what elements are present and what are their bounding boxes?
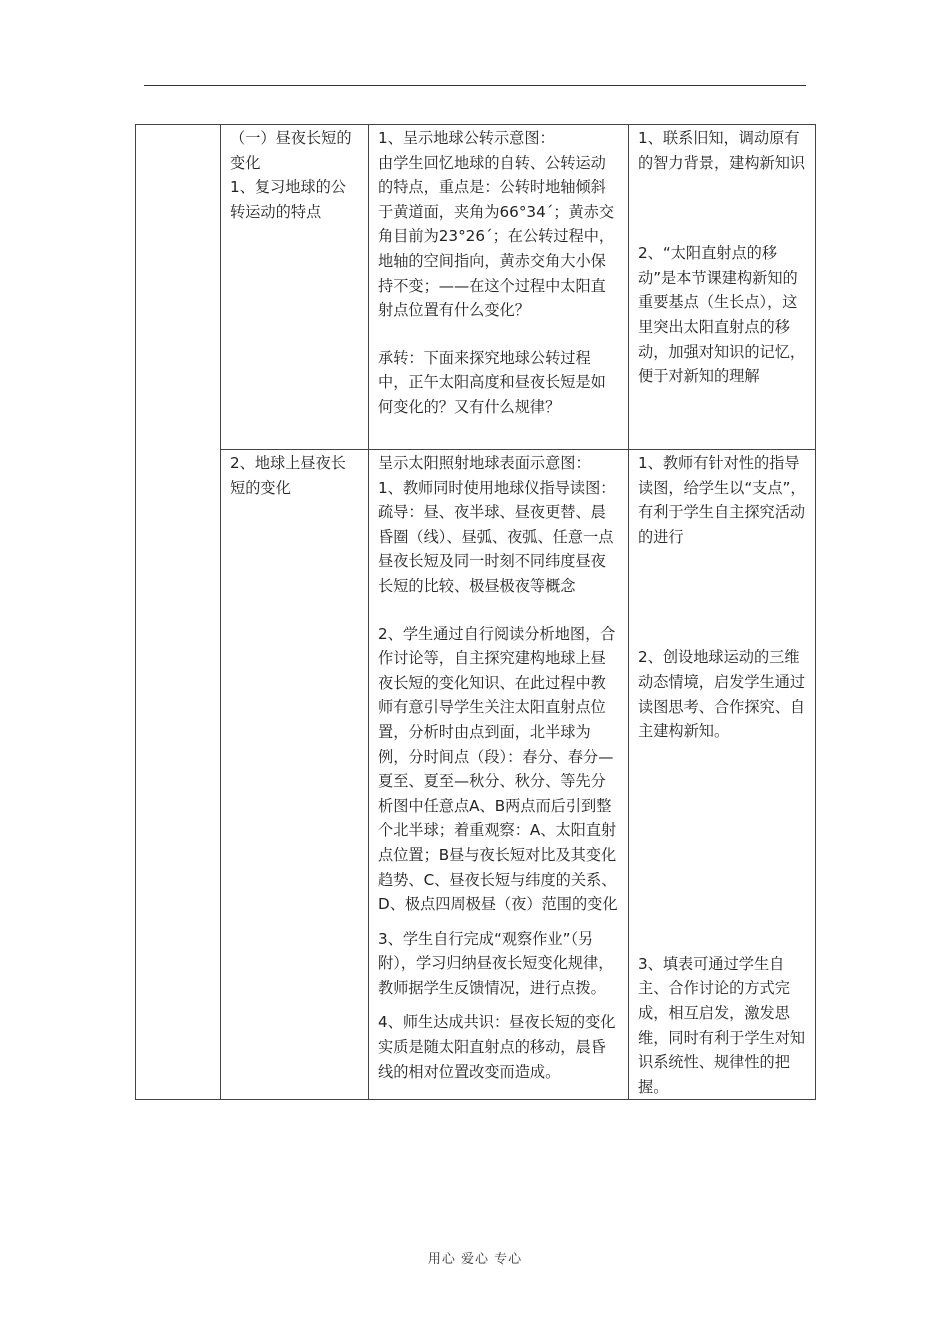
lesson-plan-table <box>135 124 816 1100</box>
intent-paragraph: 3、填表可通过学生自主、合作讨论的方式完成，相互启发，激发思维，同时有利于学生对知识系统性、规律性的把握。 <box>638 954 806 1096</box>
intent-cell <box>629 450 816 1100</box>
activity-paragraph: 2、学生通过自行阅读分析地图，合作讨论等，自主探究建构地球上昼夜长短的变化知识、在此过程中教师有意引导学生关注太阳直射点位置，分析时由点到面，北半球为例，分时间点（段）：春分、春分—夏至、夏至—秋分、秋分、等先分析图中任意点A、B两点而后引到整个北半球；着重观察：A、太阳直射点位置；B昼与夜长短对比及其变化趋势、C、昼夜长短与纬度的关系、D、极点四周极昼（夜）范围的变化 <box>378 624 618 914</box>
intent-paragraph: 1、教师有针对性的指导读图，给学生以“支点”，有利于学生自主探究活动的进行 <box>638 454 806 546</box>
intent-paragraph: 1、联系旧知，调动原有的智力背景，建构新知识 <box>638 129 806 172</box>
table-row <box>136 450 816 1100</box>
header-rule <box>144 85 806 86</box>
intent-paragraph: 2、“太阳直射点的移动”是本节课建构新知的重要基点（生长点），这里突出太阳直射点的移动，加强对知识的记忆，便于对新知的理解 <box>638 244 806 386</box>
activity-cell <box>369 125 629 450</box>
intent-cell <box>629 125 816 450</box>
topic-heading: （一）昼夜长短的变化 <box>230 129 352 172</box>
activity-paragraph: 3、学生自行完成“观察作业”（另附），学习归纳昼夜长短变化规律，教师据学生反馈情况，进行点拨。 <box>378 929 614 997</box>
stage-cell <box>136 125 221 1100</box>
topic-subheading: 1、复习地球的公转运动的特点 <box>230 178 346 221</box>
activity-paragraph: 4、师生达成共识：昼夜长短的变化实质是随太阳直射点的移动，晨昏线的相对位置改变而造成。 <box>378 1013 616 1081</box>
intent-paragraph: 2、创设地球运动的三维动态情境，启发学生通过读图思考、合作探究、自主建构新知。 <box>638 648 806 741</box>
activity-paragraph: 由学生回忆地球的自转、公转运动的特点，重点是：公转时地轴倾斜于黄道面，夹角为66°34´；黄赤交角目前为23°26´；在公转过程中，地轴的空间指向，黄赤交角大小保持不变；——在这个过程中太阳直射点位置有什么变化？ <box>378 153 615 320</box>
page-footer: 用心 爱心 专心 <box>427 1252 523 1267</box>
activity-paragraph: 承转：下面来探究地球公转过程中，正午太阳高度和昼夜长短是如何变化的？又有什么规律？ <box>378 348 606 416</box>
activity-paragraph: 呈示太阳照射地球表面示意图： <box>378 454 591 472</box>
activity-paragraph: 1、呈示地球公转示意图： <box>378 129 555 147</box>
topic-cell <box>221 125 369 450</box>
table-row <box>136 125 816 450</box>
topic-cell <box>221 450 369 1100</box>
topic-heading: 2、地球上昼夜长短的变化 <box>230 454 346 497</box>
activity-cell <box>369 450 629 1100</box>
activity-paragraph: 1、教师同时使用地球仪指导读图：疏导：昼、夜半球、昼夜更替、晨昏圈（线）、昼弧、夜弧、任意一点昼夜长短及同一时刻不同纬度昼夜长短的比较、极昼极夜等概念 <box>378 478 616 595</box>
